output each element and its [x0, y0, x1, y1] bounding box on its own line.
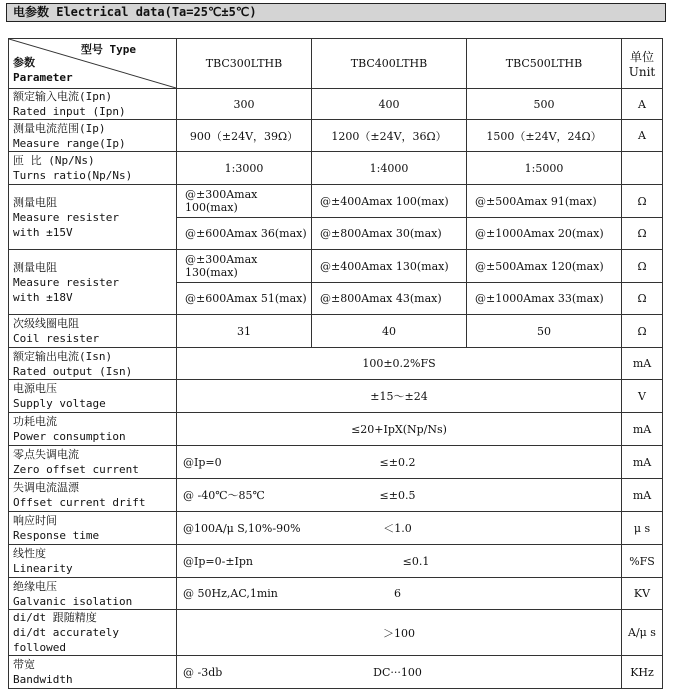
- value-cell: 1:5000: [467, 152, 622, 185]
- model-header-1: TBC300LTHB: [177, 39, 312, 89]
- row-label: 测量电阻 Measure resister with ±18V: [9, 250, 177, 315]
- unit-cell: A/μ s: [622, 610, 663, 656]
- value-text: DC···100: [373, 665, 422, 679]
- value-cell: @±400Amax 100(max): [312, 185, 467, 218]
- row-label: 额定输入电流(Ipn) Rated input (Ipn): [9, 89, 177, 120]
- unit-cell: %FS: [622, 545, 663, 578]
- value-cell: ＞100: [177, 610, 622, 656]
- value-cell: [177, 479, 622, 512]
- row-label: 失调电流温漂 Offset current drift: [9, 479, 177, 512]
- table-row: [9, 185, 663, 218]
- condition-text: @ -40℃～85℃: [183, 489, 265, 502]
- unit-cell: KHz: [622, 656, 663, 689]
- value-cell: @±800Amax 43(max): [312, 283, 467, 315]
- value-cell: @±300Amax 130(max): [177, 250, 312, 283]
- table-row: [9, 250, 663, 283]
- row-label: di/dt 跟随精度 di/dt accurately followed: [9, 610, 177, 656]
- condition-text: @ -3db: [183, 665, 223, 679]
- table-row: [9, 315, 663, 348]
- value-cell: 31: [177, 315, 312, 348]
- value-cell: [177, 545, 622, 578]
- row-label: 带宽 Bandwidth: [9, 656, 177, 689]
- unit-cell: A: [622, 120, 663, 152]
- unit-cell: Ω: [622, 315, 663, 348]
- unit-cell: mA: [622, 348, 663, 380]
- value-cell: ≤20+IpX(Np/Ns): [177, 413, 622, 446]
- condition-text: @Ip=0: [183, 455, 222, 469]
- value-text: ≤±0.5: [379, 488, 416, 502]
- section-header: 电参数 Electrical data(Ta=25℃±5℃): [6, 3, 666, 22]
- unit-cell: mA: [622, 479, 663, 512]
- row-label: 测量电阻 Measure resister with ±15V: [9, 185, 177, 250]
- value-cell: @±1000Amax 20(max): [467, 218, 622, 250]
- condition-text: @100A/μ S,10%-90%: [183, 521, 301, 535]
- value-cell: @±400Amax 130(max): [312, 250, 467, 283]
- table-row: [9, 413, 663, 446]
- value-cell: 1500（±24V，24Ω）: [467, 120, 622, 152]
- unit-cell: μ s: [622, 512, 663, 545]
- table-row: [9, 578, 663, 610]
- condition-text: @Ip=0-±Ipn: [183, 554, 254, 568]
- value-cell: @±300Amax 100(max): [177, 185, 312, 218]
- value-text: ≤±0.2: [379, 455, 416, 469]
- value-cell: 1:3000: [177, 152, 312, 185]
- unit-cell: V: [622, 380, 663, 413]
- value-cell: [177, 656, 622, 689]
- table-header-row: [9, 39, 663, 89]
- value-cell: 400: [312, 89, 467, 120]
- value-cell: 900（±24V，39Ω）: [177, 120, 312, 152]
- value-cell: 300: [177, 89, 312, 120]
- value-cell: 50: [467, 315, 622, 348]
- table-row: [9, 89, 663, 120]
- value-cell: [177, 512, 622, 545]
- unit-cell: Ω: [622, 283, 663, 315]
- row-label: 绝缘电压 Galvanic isolation: [9, 578, 177, 610]
- table-row: [9, 152, 663, 185]
- value-cell: @±500Amax 91(max): [467, 185, 622, 218]
- value-cell: 1200（±24V，36Ω）: [312, 120, 467, 152]
- value-cell: ±15～±24: [177, 380, 622, 413]
- value-cell: [177, 446, 622, 479]
- value-cell: 100±0.2%FS: [177, 348, 622, 380]
- value-cell: 500: [467, 89, 622, 120]
- unit-header: 单位 Unit: [622, 39, 663, 89]
- value-cell: @±800Amax 30(max): [312, 218, 467, 250]
- table-row: [9, 610, 663, 656]
- table-row: [9, 380, 663, 413]
- value-cell: @±600Amax 36(max): [177, 218, 312, 250]
- row-label: 次级线圈电阻 Coil resister: [9, 315, 177, 348]
- table-row: [9, 512, 663, 545]
- table-row: [9, 656, 663, 689]
- value-cell: @±1000Amax 33(max): [467, 283, 622, 315]
- unit-cell: Ω: [622, 185, 663, 218]
- unit-cell: A: [622, 89, 663, 120]
- model-header-3: TBC500LTHB: [467, 39, 622, 89]
- value-cell: @±500Amax 120(max): [467, 250, 622, 283]
- row-label: 额定输出电流(Isn) Rated output (Isn): [9, 348, 177, 380]
- value-text: 6: [394, 587, 401, 600]
- row-label: 匝 比 (Np/Ns) Turns ratio(Np/Ns): [9, 152, 177, 185]
- row-label: 电源电压 Supply voltage: [9, 380, 177, 413]
- row-label: 零点失调电流 Zero offset current: [9, 446, 177, 479]
- unit-cell: [622, 152, 663, 185]
- unit-cell: mA: [622, 446, 663, 479]
- row-label: 线性度 Linearity: [9, 545, 177, 578]
- value-text: ＜1.0: [383, 522, 412, 535]
- table-row: [9, 446, 663, 479]
- condition-text: @ 50Hz,AC,1min: [183, 587, 278, 600]
- table-row: [9, 120, 663, 152]
- unit-cell: KV: [622, 578, 663, 610]
- table-row: [9, 545, 663, 578]
- row-label: 功耗电流 Power consumption: [9, 413, 177, 446]
- unit-cell: Ω: [622, 250, 663, 283]
- unit-cell: Ω: [622, 218, 663, 250]
- model-header-2: TBC400LTHB: [312, 39, 467, 89]
- value-cell: [177, 578, 622, 610]
- header-type-label: 型号 Type: [80, 43, 136, 56]
- header-parameter-label: 参数 Parameter: [13, 56, 73, 84]
- value-text: ≤0.1: [402, 554, 430, 568]
- row-label: 响应时间 Response time: [9, 512, 177, 545]
- header-corner-cell: [9, 39, 177, 89]
- value-cell: @±600Amax 51(max): [177, 283, 312, 315]
- table-row: [9, 348, 663, 380]
- unit-cell: mA: [622, 413, 663, 446]
- electrical-data-table: [8, 38, 663, 689]
- row-label: 测量电流范围(Ip) Measure range(Ip): [9, 120, 177, 152]
- value-cell: 40: [312, 315, 467, 348]
- table-row: [9, 479, 663, 512]
- value-cell: 1:4000: [312, 152, 467, 185]
